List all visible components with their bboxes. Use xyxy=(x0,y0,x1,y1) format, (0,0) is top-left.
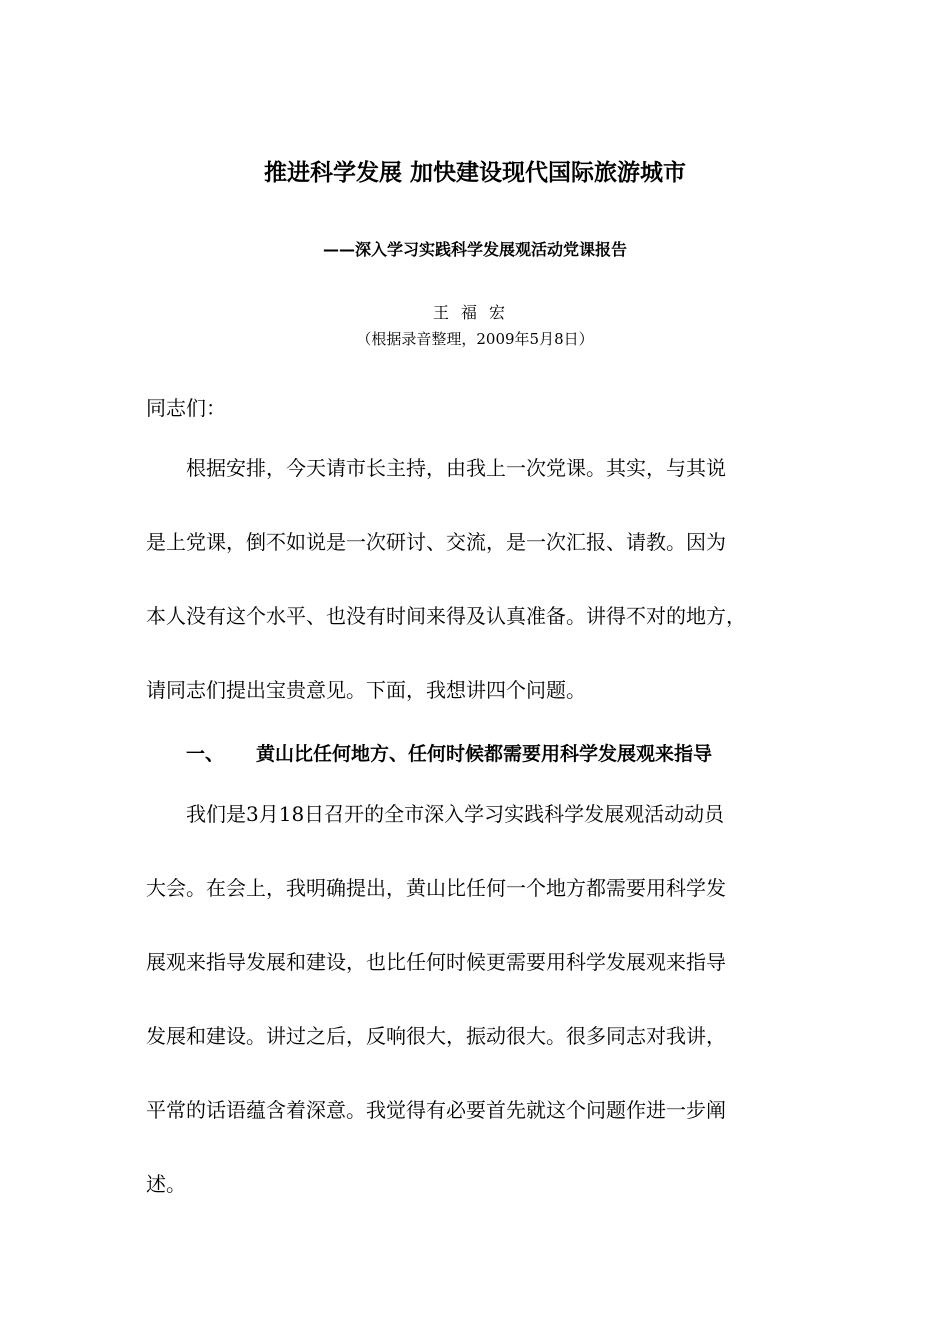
paragraph-line: 本人没有这个水平、也没有时间来得及认真准备。讲得不对的地方， xyxy=(146,604,746,628)
document-subtitle: ——深入学习实践科学发展观活动党课报告 xyxy=(322,240,627,259)
paragraph-line: 大会。在会上，我明确提出，黄山比任何一个地方都需要用科学发 xyxy=(146,876,726,900)
section-number: 一、 xyxy=(186,743,225,765)
source-note: （根据录音整理，2009年5月8日） xyxy=(356,330,594,348)
paragraph-line: 发展和建设。讲过之后，反响很大，振动很大。很多同志对我讲， xyxy=(146,1024,726,1048)
paragraph-line: 述。 xyxy=(146,1172,186,1196)
paragraph-line: 请同志们提出宝贵意见。下面，我想讲四个问题。 xyxy=(146,678,586,702)
paragraph-line: 是上党课，倒不如说是一次研讨、交流，是一次汇报、请教。因为 xyxy=(146,530,726,554)
paragraph-line: 展观来指导发展和建设，也比任何时候更需要用科学发展观来指导 xyxy=(146,950,726,974)
paragraph-line: 根据安排，今天请市长主持，由我上一次党课。其实，与其说 xyxy=(186,456,726,480)
author-name: 王福宏 xyxy=(432,303,517,322)
section-heading xyxy=(186,739,806,769)
document-title: 推进科学发展 加快建设现代国际旅游城市 xyxy=(263,160,686,186)
section-heading-text: 黄山比任何地方、任何时候都需要用科学发展观来指导 xyxy=(256,743,713,765)
salutation: 同志们： xyxy=(146,396,226,420)
paragraph-line: 我们是3月18日召开的全市深入学习实践科学发展观活动动员 xyxy=(186,802,725,826)
paragraph-line: 平常的话语蕴含着深意。我觉得有必要首先就这个问题作进一步阐 xyxy=(146,1098,726,1122)
